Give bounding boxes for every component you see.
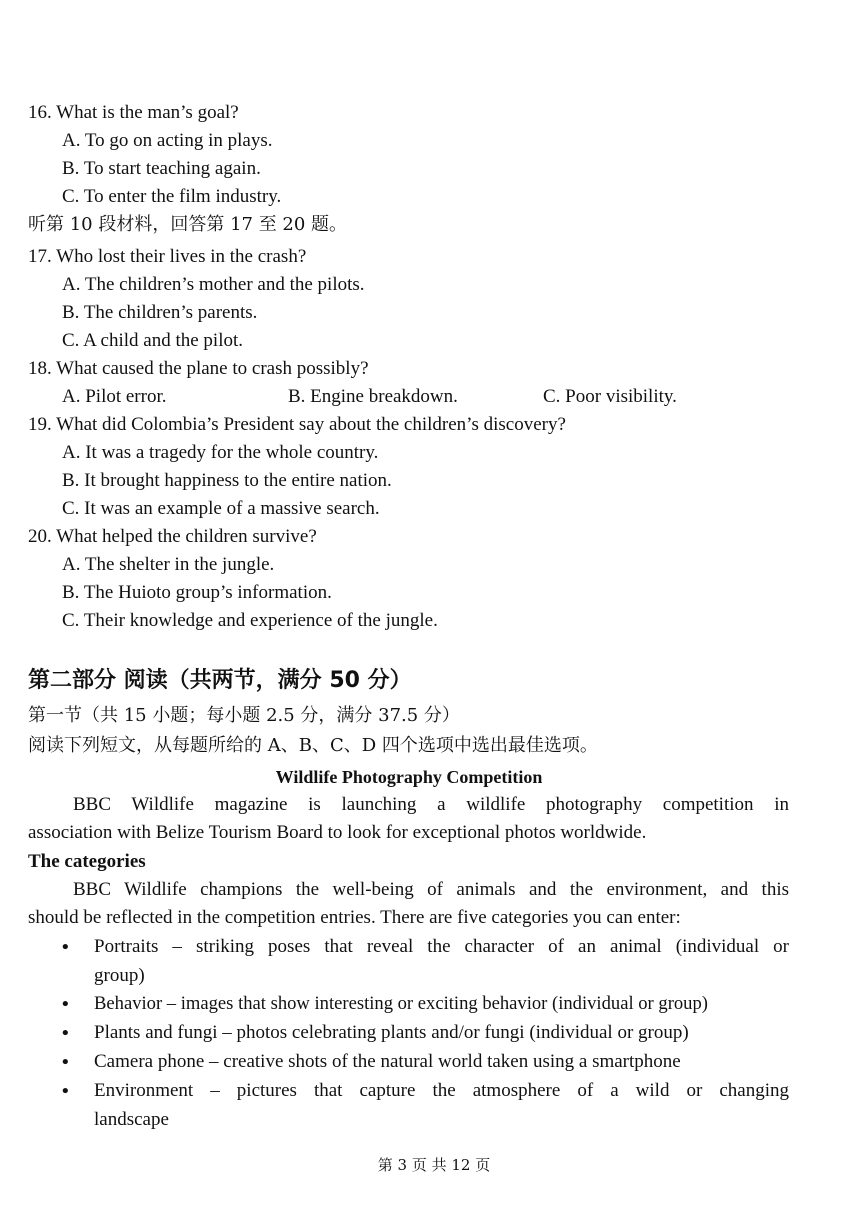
page-number-footer: 第 3 页 共 12 页	[377, 1156, 491, 1174]
option-19a: A. It was a tragedy for the whole country.	[62, 442, 379, 463]
option-18a: A. Pilot error.	[62, 386, 167, 407]
category-portraits-line-1: Portraits – striking poses that reveal the character of an animal (individual or	[94, 936, 789, 957]
paragraph-2-line-1: BBC Wildlife champions the well-being of animals and the environment, and this	[73, 879, 789, 900]
option-16b: B. To start teaching again.	[62, 158, 261, 179]
bullet-dot: •	[60, 937, 71, 958]
category-plants-fungi: Plants and fungi – photos celebrating plants and/or fungi (individual or group)	[94, 1022, 689, 1043]
option-18b: B. Engine breakdown.	[288, 386, 458, 407]
option-16a: A. To go on acting in plays.	[62, 130, 273, 151]
section-one-heading: 第一节（共 15 小题；每小题 2.5 分，满分 37.5 分）	[28, 705, 460, 726]
option-16c: C. To enter the film industry.	[62, 186, 282, 207]
question-20: 20. What helped the children survive?	[28, 526, 317, 547]
category-environment-line-2: landscape	[94, 1109, 169, 1130]
bullet-dot: •	[60, 994, 71, 1015]
option-19b: B. It brought happiness to the entire nation.	[62, 470, 392, 491]
reading-instruction: 阅读下列短文，从每题所给的 A、B、C、D 四个选项中选出最佳选项。	[28, 735, 598, 756]
categories-heading: The categories	[28, 851, 146, 872]
passage-title: Wildlife Photography Competition	[275, 767, 543, 787]
option-17c: C. A child and the pilot.	[62, 330, 244, 351]
paragraph-2-line-2: should be reflected in the competition entries. There are five categories you can enter:	[28, 907, 681, 928]
part-two-heading: 第二部分 阅读（共两节，满分 50 分）	[28, 668, 412, 693]
option-19c: C. It was an example of a massive search.	[62, 498, 380, 519]
question-16: 16. What is the man’s goal?	[28, 102, 239, 123]
paragraph-1-line-1: BBC Wildlife magazine is launching a wildlife photography competition in	[73, 794, 789, 815]
option-20b: B. The Huioto group’s information.	[62, 582, 332, 603]
category-environment-line-1: Environment – pictures that capture the atmosphere of a wild or changing	[94, 1080, 789, 1101]
option-17a: A. The children’s mother and the pilots.	[62, 274, 365, 295]
bullet-dot: •	[60, 1023, 71, 1044]
category-behavior: Behavior – images that show interesting or exciting behavior (individual or group)	[94, 993, 708, 1014]
question-18: 18. What caused the plane to crash possibly?	[28, 358, 369, 379]
question-17: 17. Who lost their lives in the crash?	[28, 246, 307, 267]
option-18c: C. Poor visibility.	[543, 386, 677, 407]
bullet-dot: •	[60, 1081, 71, 1102]
option-20a: A. The shelter in the jungle.	[62, 554, 275, 575]
option-20c: C. Their knowledge and experience of the jungle.	[62, 610, 438, 631]
category-portraits-line-2: group)	[94, 965, 145, 986]
category-camera-phone: Camera phone – creative shots of the natural world taken using a smartphone	[94, 1051, 681, 1072]
question-19: 19. What did Colombia’s President say about the children’s discovery?	[28, 414, 566, 435]
paragraph-1-line-2: association with Belize Tourism Board to look for exceptional photos worldwide.	[28, 822, 647, 843]
option-17b: B. The children’s parents.	[62, 302, 258, 323]
bullet-dot: •	[60, 1052, 71, 1073]
listening-instruction-10: 听第 10 段材料，回答第 17 至 20 题。	[28, 214, 348, 235]
